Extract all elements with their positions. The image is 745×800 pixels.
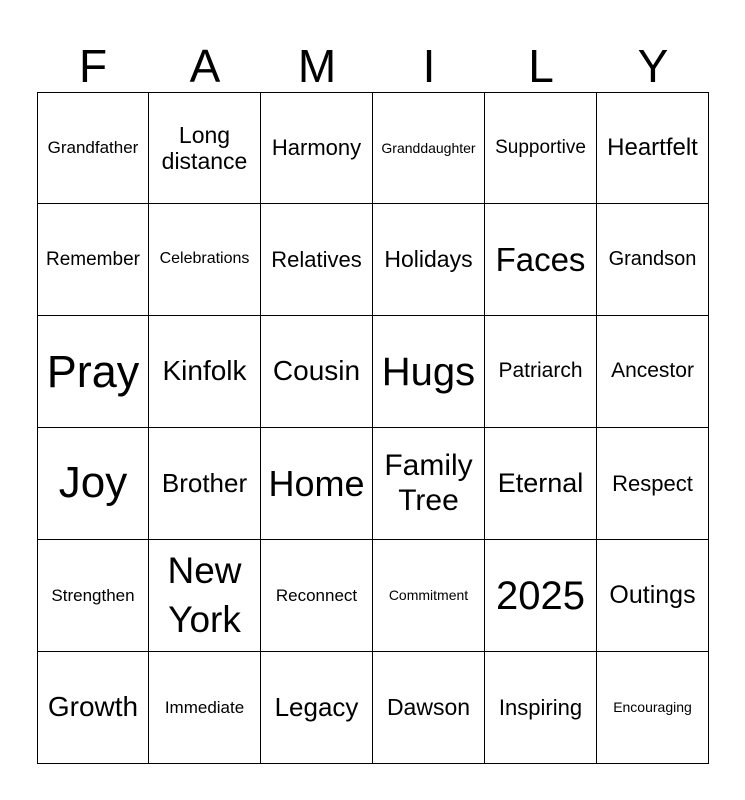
cell-text: Harmony [271, 135, 362, 161]
bingo-cell[interactable] [485, 92, 597, 204]
bingo-cell[interactable] [597, 204, 709, 316]
cell-text: Eternal [497, 467, 584, 498]
cell-text: Brother [161, 467, 248, 498]
bingo-cell[interactable] [485, 652, 597, 764]
bingo-header [37, 38, 709, 94]
cell-text: Granddaughter [381, 139, 476, 156]
cell-text: Legacy [274, 691, 359, 722]
cell-text: Grandson [608, 248, 697, 270]
cell-text: Kinfolk [162, 355, 247, 387]
bingo-cell[interactable] [261, 204, 373, 316]
bingo-cell[interactable] [373, 92, 485, 204]
cell-text: Long distance [161, 121, 248, 174]
cell-text: Grandfather [47, 138, 139, 158]
cell-text: Family Tree [384, 449, 473, 517]
bingo-cell[interactable] [261, 652, 373, 764]
bingo-cell[interactable] [149, 652, 261, 764]
bingo-cell[interactable] [261, 92, 373, 204]
cell-text: New York [167, 550, 242, 640]
bingo-cell[interactable] [597, 428, 709, 540]
bingo-cell[interactable] [485, 540, 597, 652]
cell-text: Supportive [495, 137, 586, 159]
header-letter-m: M [297, 40, 337, 92]
bingo-cell[interactable] [37, 316, 149, 428]
bingo-cell[interactable] [373, 652, 485, 764]
bingo-cell[interactable] [485, 316, 597, 428]
header-letter-a: A [189, 40, 221, 92]
cell-text: Holidays [384, 246, 473, 273]
cell-text: Patriarch [498, 359, 583, 383]
bingo-cell[interactable] [373, 204, 485, 316]
bingo-cell[interactable] [485, 428, 597, 540]
bingo-cell[interactable] [597, 540, 709, 652]
bingo-cell[interactable] [373, 428, 485, 540]
cell-text: Respect [612, 470, 693, 496]
bingo-cell[interactable] [261, 428, 373, 540]
bingo-board [37, 92, 709, 764]
cell-text: Joy [58, 458, 128, 508]
header-letter-f: F [78, 40, 108, 92]
cell-text: 2025 [496, 573, 585, 618]
bingo-cell[interactable] [373, 316, 485, 428]
cell-text: Ancestor [611, 359, 694, 383]
cell-text: Remember [46, 248, 140, 270]
cell-text: Dawson [386, 694, 471, 721]
bingo-cell[interactable] [373, 540, 485, 652]
cell-text: Encouraging [613, 699, 692, 716]
bingo-cell[interactable] [149, 316, 261, 428]
bingo-cell[interactable] [37, 92, 149, 204]
bingo-cell[interactable] [37, 204, 149, 316]
bingo-cell[interactable] [597, 652, 709, 764]
cell-text: Faces [495, 240, 586, 278]
cell-text: Celebrations [159, 250, 250, 268]
bingo-cell[interactable] [37, 652, 149, 764]
header-letter-l: L [528, 40, 554, 92]
cell-text: Home [268, 462, 365, 504]
cell-text: Pray [46, 345, 140, 397]
bingo-cell[interactable] [149, 204, 261, 316]
cell-text: Reconnect [275, 585, 358, 605]
cell-text: Immediate [164, 697, 245, 717]
bingo-cell[interactable] [37, 540, 149, 652]
cell-text: Cousin [272, 355, 361, 387]
cell-text: Commitment [388, 587, 469, 604]
cell-text: Relatives [271, 246, 362, 272]
header-letter-i: I [422, 40, 436, 92]
cell-text: Strengthen [51, 585, 135, 605]
cell-text: Growth [47, 691, 139, 723]
bingo-cell[interactable] [261, 540, 373, 652]
header-letter-y: Y [637, 40, 669, 92]
bingo-cell[interactable] [485, 204, 597, 316]
bingo-cell[interactable] [597, 92, 709, 204]
bingo-cell[interactable] [149, 428, 261, 540]
bingo-cell[interactable] [149, 540, 261, 652]
cell-text: Outings [609, 581, 696, 610]
cell-text: Inspiring [498, 694, 583, 720]
cell-text: Hugs [381, 349, 476, 394]
bingo-cell[interactable] [597, 316, 709, 428]
bingo-cell[interactable] [149, 92, 261, 204]
bingo-cell[interactable] [37, 428, 149, 540]
bingo-cell[interactable] [261, 316, 373, 428]
cell-text: Heartfelt [607, 134, 698, 162]
